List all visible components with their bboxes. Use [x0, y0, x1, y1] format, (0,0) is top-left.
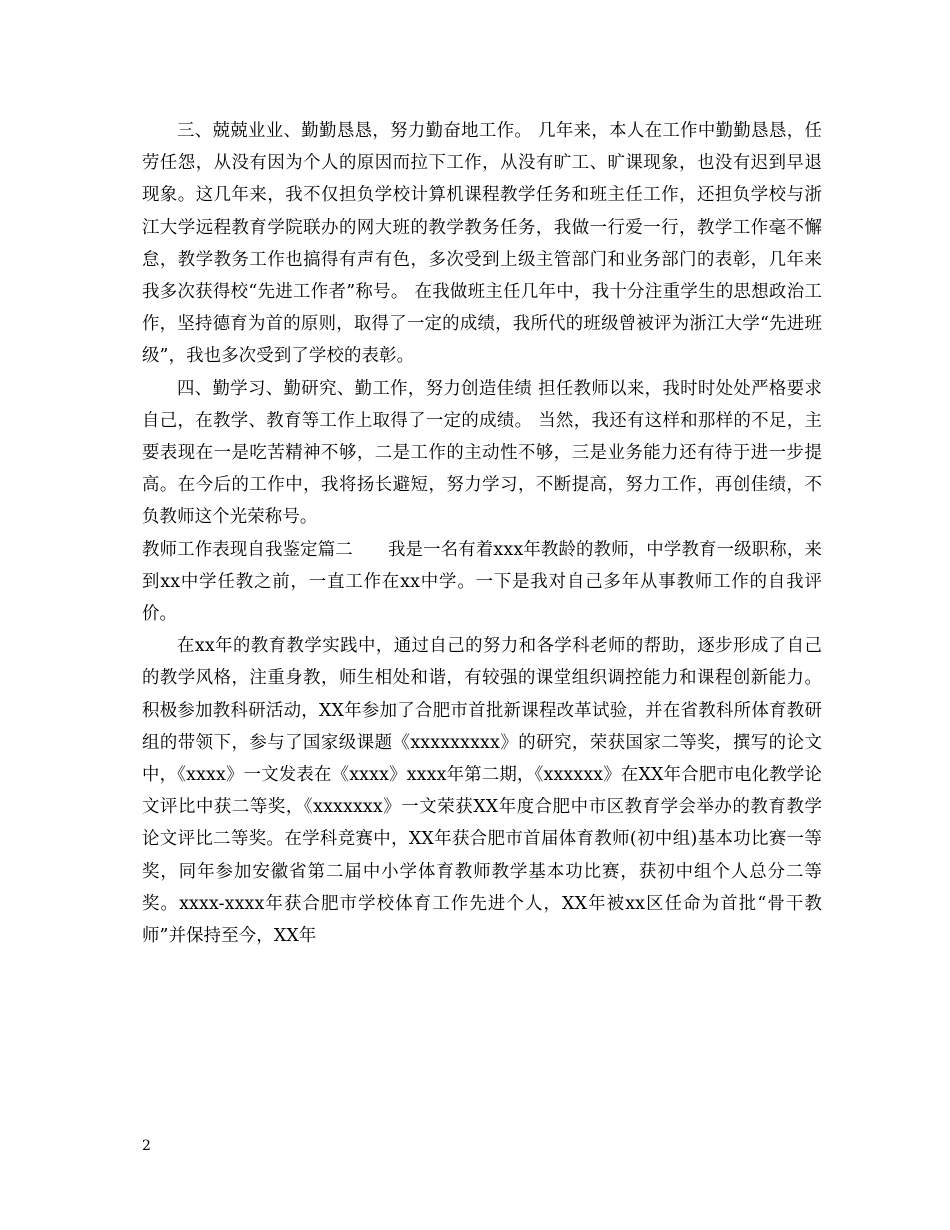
- paragraph-section-four: 四、勤学习、勤研究、勤工作，努力创造佳绩 担任教师以来，我时时处处严格要求自己，在教学、教育等工作上取得了一定的成绩。 当然，我还有这样和那样的不足，主要表现在一是吃苦精神不够，二是工作的主动性不够，三是业务能力还有待于进一步提高。在今后的工作中，我将扬长避短，努力学习，不断提高，努力工作，再创佳绩，不负教师这个光荣称号。: [142, 378, 822, 528]
- page-number: 2: [142, 1138, 151, 1154]
- document-body: [142, 115, 822, 952]
- paragraph-section-three: 三、兢兢业业、勤勤恳恳，努力勤奋地工作。 几年来，本人在工作中勤勤恳恳，任劳任怨，从没有因为个人的原因而拉下工作，从没有旷工、旷课现象，也没有迟到早退现象。这几年来，我不仅担负学校计算机课程教学任务和班主任工作，还担负学校与浙江大学远程教育学院联办的网大班的教学教务任务，我做一行爱一行，教学工作毫不懈怠，教学教务工作也搞得有声有色，多次受到上级主管部门和业务部门的表彰，几年来我多次获得校“先进工作者”称号。 在我做班主任几年中，我十分注重学生的思想政治工作，坚持德育为首的原则，取得了一定的成绩，我所代的班级曾被评为浙江大学“先进班级”，我也多次受到了学校的表彰。: [142, 121, 822, 367]
- paragraph-part-two-heading: 教师工作表现自我鉴定篇二 我是一名有着xxx年教龄的教师，中学教育一级职称，来到xx中学任教之前，一直工作在xx中学。一下是我对自己多年从事教师工作的自我评价。: [142, 539, 822, 625]
- paragraph-teaching-practice: 在xx年的教育教学实践中，通过自己的努力和各学科老师的帮助，逐步形成了自己的教学风格，注重身教，师生相处和谐，有较强的课堂组织调控能力和课程创新能力。积极参加教科研活动，XX年参加了合肥市首批新课程改革试验，并在省教科所体育教研组的带领下，参与了国家级课题《xxxxxxxxx》的研究，荣获国家二等奖，撰写的论文中，《xxxx》一文发表在《xxxx》xxxx年第二期，《xxxxxx》在XX年合肥市电化教学论文评比中获二等奖，《xxxxxxx》一文荣获XX年度合肥中市区教育学会举办的教育教学论文评比二等奖。在学科竞赛中，XX年获合肥市首届体育教师(初中组)基本功比赛一等奖，同年参加安徽省第二届中小学体育教师教学基本功比赛，获初中组个人总分二等奖。xxxx-xxxx年获合肥市学校体育工作先进个人，XX年被xx区任命为首批“骨干教师”并保持至今，XX年: [142, 636, 822, 947]
